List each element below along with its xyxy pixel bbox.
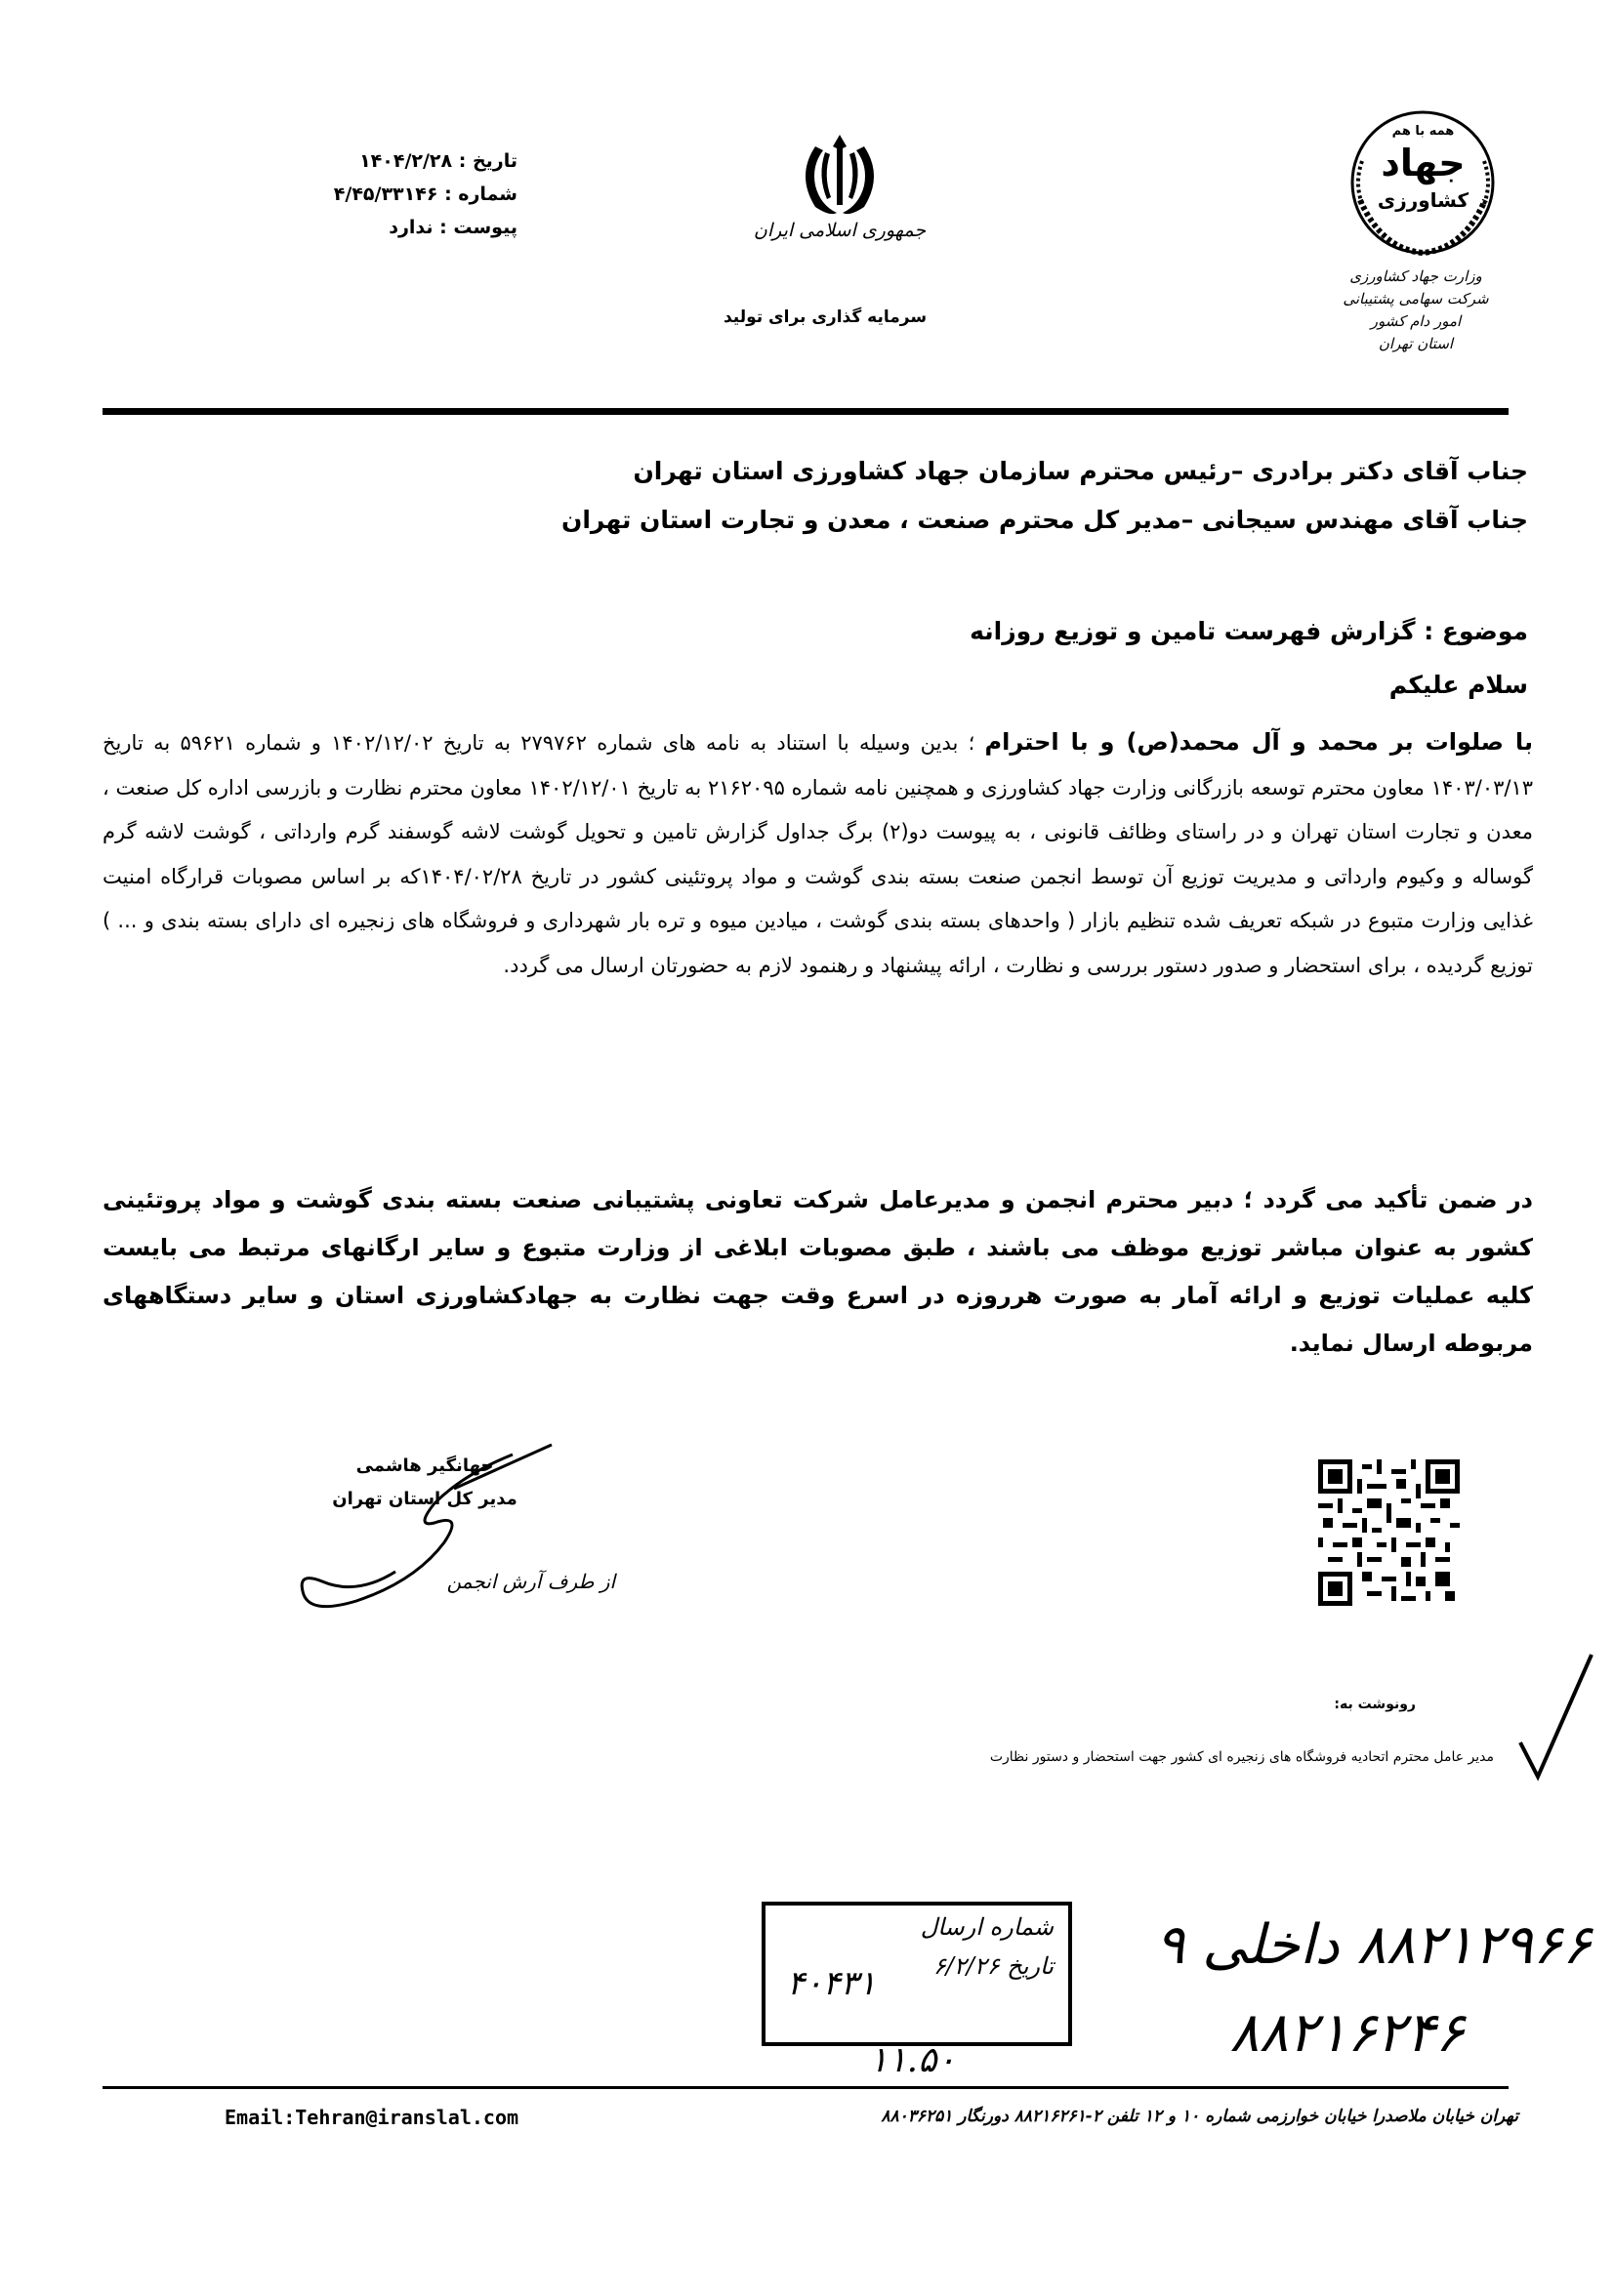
header-divider — [103, 408, 1509, 415]
body-salutation: با صلوات بر محمد و آل محمد(ص) و با احترام — [984, 728, 1533, 756]
attachment-value: ندارد — [389, 217, 434, 238]
logo-top-text: همه با هم — [1391, 124, 1455, 139]
date-row — [264, 144, 517, 178]
addressee-1: جناب آقای دکتر برادری –رئیس محترم سازمان جهاد کشاورزی استان تهران — [633, 457, 1528, 485]
attachment-label: پیوست : — [439, 217, 517, 238]
org-line-3: استان تهران — [1378, 335, 1454, 352]
checkmark-icon — [1518, 1650, 1596, 1786]
slogan: سرمایه گذاری برای تولید — [723, 308, 928, 327]
handwritten-note: از طرف آرش انجمن — [446, 1570, 615, 1593]
stamp-number: ۴۰۴۳۱ — [787, 1964, 877, 2003]
number-value: ۴/۴۵/۳۳۱۴۶ — [333, 184, 438, 205]
stamp-line-2: تاریخ ۶/۲/۲۶ — [932, 1952, 1054, 1980]
receipt-stamp — [762, 1902, 1072, 2046]
emphasis-paragraph: در ضمن تأکید می گردد ؛ دبیر محترم انجمن و مدیرعامل شرکت تعاونی پشتیبانی صنعت بسته بندی گوشت و مواد پروتئینی کشور به عنوان مباشر توزیع موظف می باشند ، طبق مصوبات ابلاغی از وزارت متبوع و سایر ارگانهای مرتبط می بایست کلیه عملیات توزیع و ارائه آمار به صورت هرروزه در اسرع وقت جهت نظارت به جهادکشاورزی استان و سایر دستگاههای مربوطه ارسال نماید. — [103, 1186, 1533, 1357]
number-row — [264, 178, 517, 211]
stamp-line-1: شماره ارسال — [920, 1913, 1054, 1941]
footer-divider — [103, 2086, 1509, 2089]
org-block — [1328, 266, 1504, 355]
cc-label: رونوشت به: — [1334, 1697, 1416, 1712]
signer-title: مدیر کل استان تهران — [332, 1489, 517, 1509]
handwritten-under-stamp: ۱۱.۵۰ — [869, 2040, 956, 2080]
date-value: ۱۴۰۴/۲/۲۸ — [359, 150, 453, 172]
addressee-block — [293, 447, 1528, 545]
meta-block — [264, 144, 517, 244]
footer-address: تهران خیابان ملاصدرا خیابان خوارزمی شماره ۱۰ و ۱۲ تلفن ۲-۸۸۲۱۶۲۶۱ دورنگار ۸۸۰۳۶۲۵۱ — [881, 2107, 1518, 2126]
footer-email[interactable]: Email:Tehran@iranslal.com — [225, 2106, 519, 2129]
signer-name: جهانگیر هاشمی — [355, 1456, 494, 1476]
handwritten-phone-2: ۸۸۲۱۶۲۴۶ — [1229, 2001, 1465, 2065]
logo-main-text: جهاد — [1381, 142, 1466, 184]
number-label: شماره : — [444, 184, 517, 205]
emblem-caption: جمهوری اسلامی ایران — [753, 220, 927, 241]
attachment-row — [264, 211, 517, 244]
jahad-logo — [1343, 102, 1504, 264]
body-text: ؛ بدین وسیله با استناد به نامه های شماره ۲۷۹۷۶۲ به تاریخ ۱۴۰۲/۱۲/۰۲ و شماره ۵۹۶۲۱ به تاریخ ۱۴۰۳/۰۳/۱۳ معاون محترم توسعه بازرگانی وزارت جهاد کشاورزی و همچنین نامه شماره ۲۱۶۲۰۹۵ به تاریخ ۱۴۰۲/۱۲/۰۱ معاون محترم نظارت و بازرسی اداره کل صنعت ، معدن و تجارت استان تهران و در راستای وظائف قانونی ، به پیوست دو(۲) برگ جداول گزارش تامین و تحویل گوشت لاشه گوسفند گرم وارداتی ، گوشت لاشه گرم گوساله و وکیوم وارداتی و مدیریت توزیع آن توسط انجمن صنعت بسته بندی گوشت و مواد پروتئینی کشور در تاریخ ۱۴۰۴/۰۲/۲۸که بر اساس مصوبات قرارگاه امنیت غذایی وزارت متبوع در شبکه تعریف شده تنظیم بازار ( واحدهای بسته بندی گوشت ، میادین میوه و تره بار شهرداری و فروشگاه های زنجیره ای دارای بسته بندی و ... ) توزیع گردیده ، برای استحضار و صدور دستور بررسی و نظارت ، ارائه پیشنهاد و رهنمود لازم به حضورتان ارسال می گردد. — [103, 731, 1534, 977]
iran-emblem-icon — [776, 127, 903, 234]
addressee-2: جناب آقای مهندس سیجانی –مدیر کل محترم صنعت ، معدن و تجارت استان تهران — [561, 506, 1528, 534]
cc-line: مدیر عامل محترم اتحادیه فروشگاه های زنجیره ای کشور جهت استحضار و دستور نظارت — [989, 1749, 1494, 1765]
org-line-1: وزارت جهاد کشاورزی — [1349, 267, 1482, 285]
qr-code — [1318, 1459, 1460, 1606]
org-line-2: شرکت سهامی پشتیبانی امور دام کشور — [1343, 290, 1489, 330]
handwritten-phone-1: ۸۸۲۱۲۹۶۶ داخلی ۹ — [1155, 1913, 1592, 1977]
signature-scribble-icon — [298, 1435, 591, 1640]
date-label: تاریخ : — [458, 150, 517, 172]
body-paragraph — [103, 720, 1533, 988]
subject-line: موضوع : گزارش فهرست تامین و توزیع روزانه — [970, 617, 1528, 645]
greeting: سلام علیکم — [1388, 671, 1528, 699]
logo-sub-text: کشاورزی — [1377, 188, 1469, 212]
